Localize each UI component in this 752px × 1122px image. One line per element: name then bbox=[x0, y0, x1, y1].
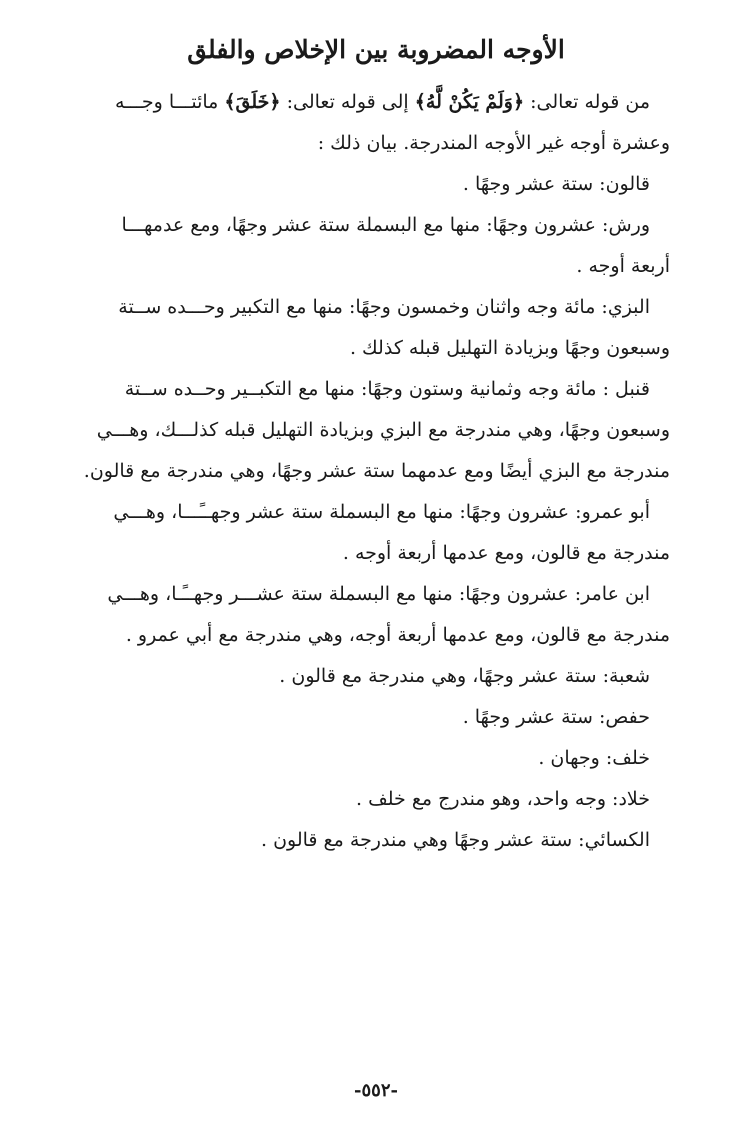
document-body bbox=[76, 82, 670, 861]
intro-total-text: مائتـــا وجـــه bbox=[115, 91, 225, 113]
bazzi-line-1: البزي: مائة وجه واثنان وخمسون وجهًا: منها مع التكبير وحـــده ســتة bbox=[118, 296, 650, 318]
hafs-line: حفص: ستة عشر وجهًا . bbox=[462, 706, 650, 728]
text-line-2: وعشرة أوجه غير الأوجه المندرجة. بيان ذلك : bbox=[317, 132, 670, 154]
page-number: -٥٥٢- bbox=[354, 1080, 398, 1101]
qunbul-line-2: وسبعون وجهًا، وهي مندرجة مع البزي وبزيادة التهليل قبله كذلـــك، وهـــي bbox=[96, 419, 670, 441]
intro-middle-text: إلى قوله تعالى: bbox=[280, 91, 415, 113]
intro-text: من قوله تعالى: bbox=[524, 91, 650, 113]
abu-amr-line-2: مندرجة مع قالون، ومع عدمها أربعة أوجه . bbox=[342, 542, 670, 564]
qunbul-line-1: قنبل : مائة وجه وثمانية وستون وجهًا: منها مع التكبــير وحــده ســتة bbox=[124, 378, 650, 400]
quran-quote-end: ﴿خَلَقَ﴾ bbox=[224, 91, 281, 113]
kisai-line: الكسائي: ستة عشر وجهًا وهي مندرجة مع قالون . bbox=[261, 829, 650, 851]
abu-amr-line-1: أبو عمرو: عشرون وجهًا: منها مع البسملة ستة عشر وجهــًـــا، وهـــي bbox=[113, 501, 650, 523]
khalaf-line: خلف: وجهان . bbox=[538, 747, 650, 769]
shuba-line: شعبة: ستة عشر وجهًا، وهي مندرجة مع قالون . bbox=[279, 665, 650, 687]
text-line-1 bbox=[76, 82, 670, 123]
ibn-amir-line-2: مندرجة مع قالون، ومع عدمها أربعة أوجه، وهي مندرجة مع أبي عمرو . bbox=[125, 624, 670, 646]
khallad-line: خلاد: وجه واحد، وهو مندرج مع خلف . bbox=[356, 788, 650, 810]
qalun-line: قالون: ستة عشر وجهًا . bbox=[462, 173, 650, 195]
warsh-line-1: ورش: عشرون وجهًا: منها مع البسملة ستة عشر وجهًا، ومع عدمهـــا bbox=[121, 214, 650, 236]
page-title: الأوجه المضروبة بين الإخلاص والفلق bbox=[187, 35, 565, 64]
ibn-amir-line-1: ابن عامر: عشرون وجهًا: منها مع البسملة ستة عشـــر وجهــًـا، وهـــي bbox=[107, 583, 650, 605]
bazzi-line-2: وسبعون وجهًا وبزيادة التهليل قبله كذلك . bbox=[349, 337, 670, 359]
warsh-line-2: أربعة أوجه . bbox=[576, 255, 670, 277]
quran-quote-start: ﴿وَلَمْ يَكُنْ لَّهُ﴾ bbox=[414, 91, 525, 113]
qunbul-line-3: مندرجة مع البزي أيضًا ومع عدمهما ستة عشر وجهًا، وهي مندرجة مع قالون. bbox=[83, 460, 670, 482]
